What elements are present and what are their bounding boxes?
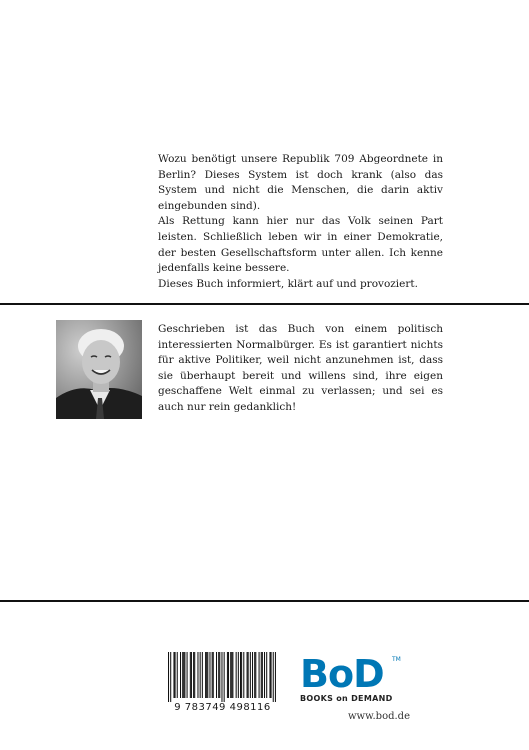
barcode-bar [184,652,185,698]
blurb-paragraph-2: Als Rettung kann hier nur das Volk seinen Part leisten. Schließlich leben wir in einer Demokratie, der besten Gesellschaftsform unter allen. Ich kenne jedenfalls keine bessere. [158,215,443,275]
barcode-bar [261,652,262,698]
back-cover-blurb [158,152,443,292]
barcode-bar [275,652,276,702]
barcode-bar [183,652,184,698]
bottom-divider [0,600,529,602]
barcode-bar [202,652,203,698]
isbn-number: 9 783749 498116 [174,702,271,713]
barcode-bar [205,652,206,698]
barcode-bar [175,652,176,698]
barcode-bar [247,652,248,698]
publisher-logo [300,652,410,708]
barcode-bar [177,652,178,698]
barcode-bar [227,652,228,698]
logo-subtitle: BOOKS on DEMAND [300,694,393,703]
barcode-bar [213,652,214,698]
barcode-bar [243,652,244,698]
barcode-bar [182,652,183,698]
barcode-bar [252,652,253,698]
barcode-bar [230,652,231,698]
barcode-bar [240,652,241,698]
barcode-bar [264,652,265,698]
author-bio [158,322,443,416]
barcode-bar [271,652,272,698]
barcode-bar [255,652,256,698]
barcode-bar [207,652,208,698]
barcode-bar [232,652,233,698]
barcode-bar [262,652,263,698]
isbn-barcode [168,652,276,702]
barcode-bar [212,652,213,698]
publisher-url: www.bod.de [348,711,410,722]
blurb-paragraph-1: Wozu benötigt unsere Republik 709 Abgeordnete in Berlin? Dieses System ist doch krank (also das System und nicht die Menschen, die darin aktiv eingebunden sind). [158,153,443,212]
barcode-bar [218,652,219,698]
barcode-bar [187,652,188,698]
barcode-bar [197,652,198,698]
barcode-bar [236,652,237,698]
logo-trademark: TM [392,656,401,663]
barcode-bar [221,652,222,702]
barcode-bar [228,652,229,698]
barcode-bar [168,652,169,702]
barcode-bar [248,652,249,698]
top-divider [0,303,529,305]
barcode-bar [250,652,251,698]
author-photo [56,320,142,419]
barcode-bar [254,652,255,698]
barcode-bar [269,652,270,698]
barcode-bar [170,652,171,702]
blurb-paragraph-3: Dieses Buch informiert, klärt auf und provoziert. [158,277,418,290]
author-bio-text: Geschrieben ist das Buch von einem politisch interessierten Normalbürger. Es ist garantiert nichts für aktive Politiker, weil nicht anzunehmen ist, dass sie überhaupt bereit und willens sind, ihre eigen geschaffene Welt einmal zu verlassen; und sei es auch nur rein gedanklich! [158,323,443,413]
barcode-bar [238,652,239,698]
barcode-bar [266,652,267,698]
barcode-bar [191,652,192,698]
barcode-bar [190,652,191,698]
barcode-bar [231,652,232,698]
barcode-bar [224,652,225,702]
logo-wordmark: BoD [300,652,384,696]
barcode-bar [193,652,194,698]
barcode-bar [180,652,181,698]
barcode-bar [216,652,217,698]
barcode-bar [200,652,201,698]
barcode-bar [259,652,260,698]
barcode-bar [194,652,195,698]
barcode-bar [273,652,274,702]
barcode-bar [241,652,242,698]
barcode-bar [173,652,174,698]
barcode-bar [219,652,220,698]
barcode-bar [209,652,210,698]
barcode-bar [206,652,207,698]
